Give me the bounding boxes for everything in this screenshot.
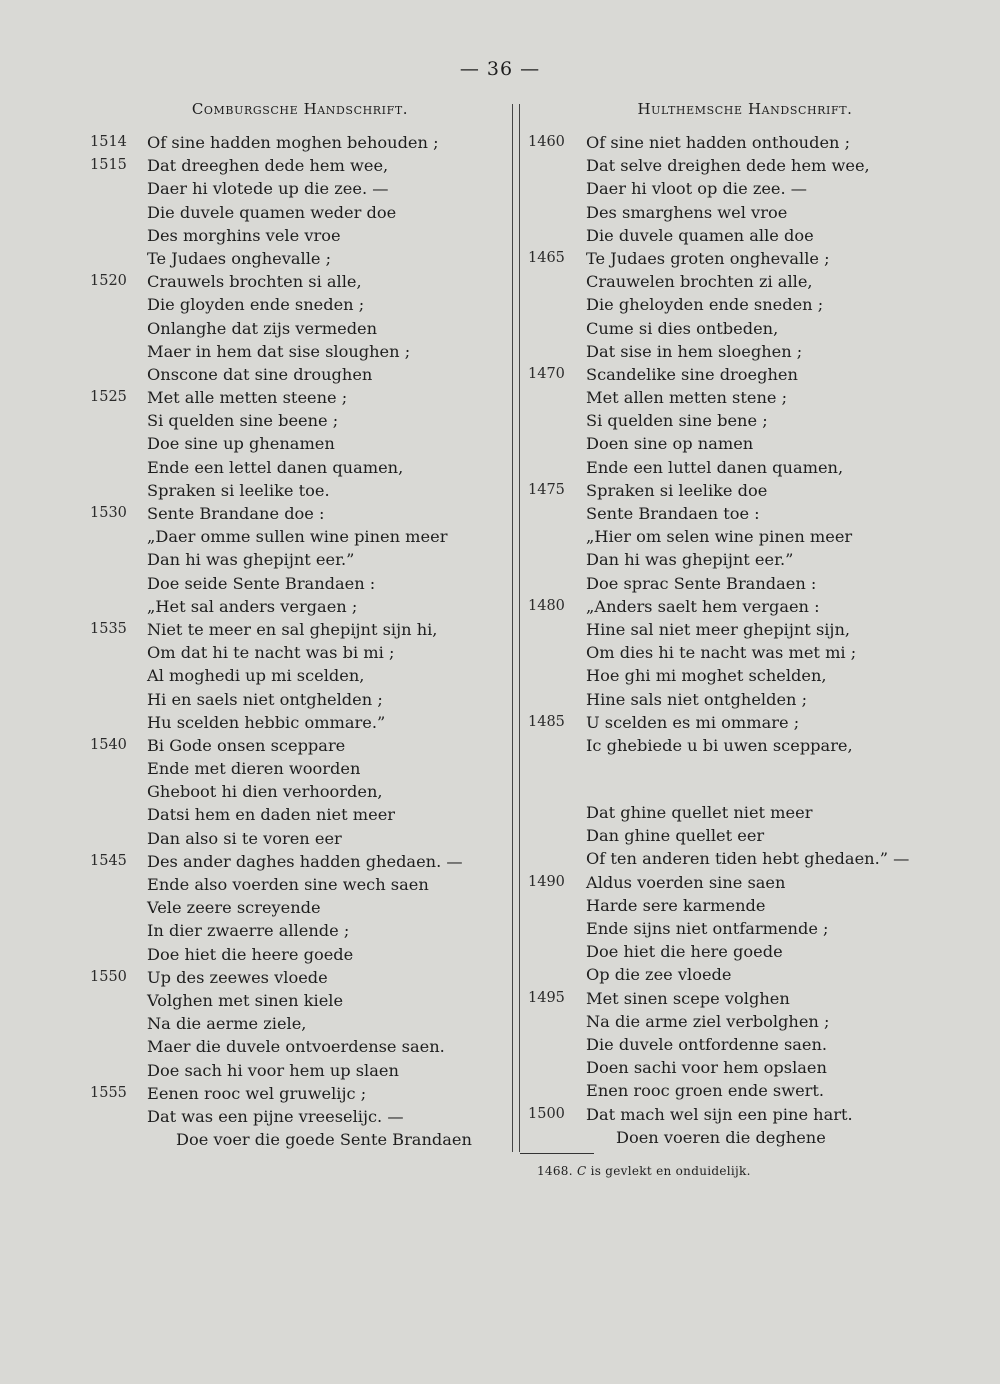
line-number: 1545 [90,852,127,869]
verse-text: Op die zee vloede [586,965,732,985]
verse-text: Dat sise in hem sloeghen ; [586,341,803,361]
left-column [90,131,500,1151]
verse-line [90,734,500,757]
verse-line [90,572,500,595]
verse-line [528,548,968,571]
verse-text: Gheboot hi dien verhoorden, [147,782,383,802]
line-number: 1550 [90,968,127,985]
verse-text: Met sinen scepe volghen [586,988,790,1008]
verse-line [90,456,500,479]
verse-line [528,987,968,1010]
verse-line [90,177,500,200]
verse-text: Doe sach hi voor hem up slaen [147,1060,399,1080]
line-number: 1485 [528,713,565,730]
verse-text: Si quelden sine bene ; [586,411,768,431]
verse-line [90,1105,500,1128]
verse-text: Dat selve dreighen dede hem wee, [586,156,870,176]
page-number: — 36 — [459,58,541,80]
verse-text: Harde sere karmende [586,895,766,915]
verse-text: Om dies hi te nacht was met mi ; [586,643,857,663]
verse-line [90,317,500,340]
verse-text: Hu scelden hebbic ommare.” [147,712,386,732]
verse-line [528,340,968,363]
verse-text: Bi Gode onsen sceppare [147,735,346,755]
verse-line [528,1010,968,1033]
lacuna-gap [528,757,968,801]
verse-line [90,201,500,224]
line-number: 1514 [90,134,127,150]
verse-line [528,688,968,711]
verse-line [528,1103,968,1126]
verse-line [528,664,968,687]
verse-line [90,270,500,293]
verse-text: Dat mach wel sijn een pine hart. [586,1104,853,1124]
line-number: 1480 [528,597,565,614]
footnote-rule [520,1153,594,1154]
verse-line [90,664,500,687]
line-number: 1530 [90,505,127,521]
verse-line [528,572,968,595]
verse-text: Crauwels brochten si alle, [147,272,362,292]
verse-text: Niet te meer en sal ghepijnt sijn hi, [147,619,438,639]
verse-line [528,824,968,847]
verse-text: Spraken si leelike toe. [147,480,330,500]
verse-line [90,293,500,316]
verse-line [528,940,968,963]
verse-text: Scandelike sine droeghen [586,364,798,384]
verse-line [90,363,500,386]
verse-text: Maer in hem dat sise sloughen ; [147,341,411,361]
verse-line [90,154,500,177]
verse-line [528,177,968,200]
verse-line [528,1079,968,1102]
verse-line [528,154,968,177]
line-number: 1475 [528,481,565,498]
verse-text: Ende also voerden sine wech saen [147,875,429,894]
footnote-text: is gevlekt en onduidelijk. [590,1164,751,1178]
verse-line [90,943,500,966]
verse-text: Crauwelen brochten zi alle, [586,272,813,292]
verse-line [528,711,968,734]
verse-text: Doen voeren die deghene [616,1127,826,1147]
verse-text: Ic ghebiede u bi uwen sceppare, [586,735,853,755]
verse-line [90,850,500,873]
verse-line [90,247,500,270]
verse-line [528,641,968,664]
verse-text: Daer hi vlotede up die zee. — [147,179,389,199]
verse-line [90,803,500,826]
verse-text: Des morghins vele vroe [147,225,341,245]
verse-line [528,801,968,824]
verse-text: Hine sal niet meer ghepijnt sijn, [586,619,851,639]
verse-text: Spraken si leelike doe [586,480,768,500]
verse-line [90,1082,500,1105]
verse-text: Die duvele quamen alle doe [586,225,814,245]
verse-text: Dan hi was ghepijnt eer.” [147,550,355,570]
verse-text: „Daer omme sullen wine pinen meer [147,527,448,547]
verse-line [90,548,500,571]
line-number: 1495 [528,989,565,1006]
verse-line [90,525,500,548]
verse-line [90,340,500,363]
verse-text: Doe seide Sente Brandaen : [147,573,376,593]
verse-text: Doe voer die goede Sente Brandaen [176,1130,472,1150]
verse-line [528,409,968,432]
verse-line [90,757,500,780]
verse-text: Daer hi vloot op die zee. — [586,179,807,199]
verse-text: Dat ghine quellet niet meer [586,803,813,823]
verse-text: Te Judaes onghevalle ; [147,248,332,268]
verse-text: In dier zwaerre allende ; [147,921,350,941]
verse-text: Die duvele quamen weder doe [147,202,397,222]
verse-text: Onscone dat sine droughen [147,364,373,384]
verse-text: Dat dreeghen dede hem wee, [147,156,389,176]
verse-text: Maer die duvele ontvoerdense saen. [147,1037,445,1057]
verse-text: Al moghedi up mi scelden, [147,666,365,686]
line-number: 1520 [90,273,127,290]
verse-text: Doe hiet die here goede [586,942,783,962]
verse-text: Dan also si te voren eer [147,828,342,848]
verse-line [90,502,500,525]
verse-line [528,456,968,479]
verse-line [528,734,968,757]
verse-line [90,595,500,618]
verse-line [528,363,968,386]
verse-line [90,688,500,711]
verse-line [528,1126,968,1149]
verse-text: Met alle metten steene ; [147,388,348,408]
verse-text: Des smarghens wel vroe [586,202,788,222]
line-number: 1465 [528,249,565,266]
verse-text: Dat was een pijne vreeselijc. — [147,1106,404,1126]
verse-line [90,896,500,919]
line-number: 1515 [90,157,127,174]
verse-text: Sente Brandane doe : [147,504,325,523]
verse-line [90,224,500,247]
verse-line [90,409,500,432]
line-number: 1555 [90,1084,127,1101]
line-number: 1470 [528,365,565,382]
verse-line [90,966,500,989]
left-column-heading: Comburgsche Handschrift. [191,100,409,118]
right-column [528,131,968,1149]
line-number: 1460 [528,134,565,150]
verse-text: Doe sprac Sente Brandaen : [586,573,817,593]
verse-text: Aldus voerden sine saen [586,872,786,892]
verse-text: Hoe ghi mi moghet schelden, [586,666,827,686]
verse-line [90,873,500,896]
verse-line [90,1128,500,1151]
verse-line [528,247,968,270]
verse-text: Of sine hadden moghen behouden ; [147,133,439,152]
verse-text: „Het sal anders vergaen ; [147,596,358,616]
verse-text: Si quelden sine beene ; [147,411,339,431]
verse-text: Of sine niet hadden onthouden ; [586,133,851,152]
verse-text: Doe hiet die heere goede [147,944,354,964]
verse-line [528,1056,968,1079]
verse-text: „Anders saelt hem vergaen : [586,596,820,616]
verse-text: Die gloyden ende sneden ; [147,295,365,315]
verse-line [528,386,968,409]
verse-line [528,1033,968,1056]
verse-line [90,432,500,455]
verse-line [90,780,500,803]
verse-line [90,1035,500,1058]
verse-text: Ende een luttel danen quamen, [586,457,844,477]
verse-line [90,989,500,1012]
footnote-siglum: C [576,1164,587,1178]
verse-text: Hine sals niet ontghelden ; [586,689,808,709]
verse-text: Om dat hi te nacht was bi mi ; [147,643,395,663]
verse-text: Up des zeewes vloede [147,967,328,987]
right-column-heading: Hulthemsche Handschrift. [637,100,853,118]
verse-line [528,525,968,548]
line-number: 1500 [528,1105,565,1122]
line-number: 1525 [90,389,127,406]
verse-line [528,963,968,986]
verse-line [528,502,968,525]
verse-text: Doen sachi voor hem opslaen [586,1058,827,1078]
line-number: 1535 [90,620,127,637]
verse-line [90,131,500,154]
verse-text: Hi en saels niet ontghelden ; [147,689,383,709]
verse-text: U scelden es mi ommare ; [586,712,800,732]
verse-text: „Hier om selen wine pinen meer [586,527,853,547]
verse-line [90,386,500,409]
verse-text: Of ten anderen tiden hebt ghedaen.” — [586,849,910,869]
verse-text: Ende een lettel danen quamen, [147,457,404,477]
verse-line [528,618,968,641]
verse-line [528,317,968,340]
verse-line [528,432,968,455]
verse-line [90,618,500,641]
verse-text: Die duvele ontfordenne saen. [586,1034,828,1054]
verse-text: Met allen metten stene ; [586,388,788,408]
verse-line [528,847,968,870]
verse-text: Onlanghe dat zijs vermeden [147,318,378,338]
verse-line [528,201,968,224]
verse-text: Vele zeere screyende [147,898,321,918]
verse-line [90,919,500,942]
verse-line [528,479,968,502]
verse-text: Des ander daghes hadden ghedaen. — [147,851,463,871]
verse-line [528,224,968,247]
verse-text: Doe sine up ghenamen [147,434,335,454]
verse-line [90,711,500,734]
verse-text: Enen rooc groen ende swert. [586,1081,825,1101]
verse-line [90,1059,500,1082]
verse-text: Ende met dieren woorden [147,759,361,779]
verse-text: Ende sijns niet ontfarmende ; [586,919,829,938]
verse-text: Eenen rooc wel gruwelijc ; [147,1083,367,1103]
verse-text: Te Judaes groten onghevalle ; [586,248,830,268]
verse-text: Na die arme ziel verbolghen ; [586,1011,830,1031]
verse-text: Volghen met sinen kiele [147,990,344,1010]
verse-line [528,871,968,894]
line-number: 1540 [90,736,127,753]
verse-line [90,827,500,850]
verse-text: Sente Brandaen toe : [586,504,760,523]
verse-text: Na die aerme ziele, [147,1014,307,1034]
verse-text: Die gheloyden ende sneden ; [586,295,824,315]
verse-line [90,1012,500,1035]
footnote [537,1164,751,1178]
verse-line [90,641,500,664]
verse-line [528,894,968,917]
verse-line [528,917,968,940]
column-divider [512,104,520,1152]
verse-text: Cume si dies ontbeden, [586,318,779,338]
footnote-line-number: 1468. [537,1164,573,1178]
verse-text: Dan ghine quellet eer [586,826,765,846]
verse-text: Datsi hem en daden niet meer [147,805,396,825]
line-number: 1490 [528,873,565,890]
verse-line [528,595,968,618]
verse-line [528,270,968,293]
verse-text: Doen sine op namen [586,434,754,454]
verse-line [528,293,968,316]
verse-line [528,131,968,154]
verse-text: Dan hi was ghepijnt eer.” [586,550,794,570]
verse-line [90,479,500,502]
